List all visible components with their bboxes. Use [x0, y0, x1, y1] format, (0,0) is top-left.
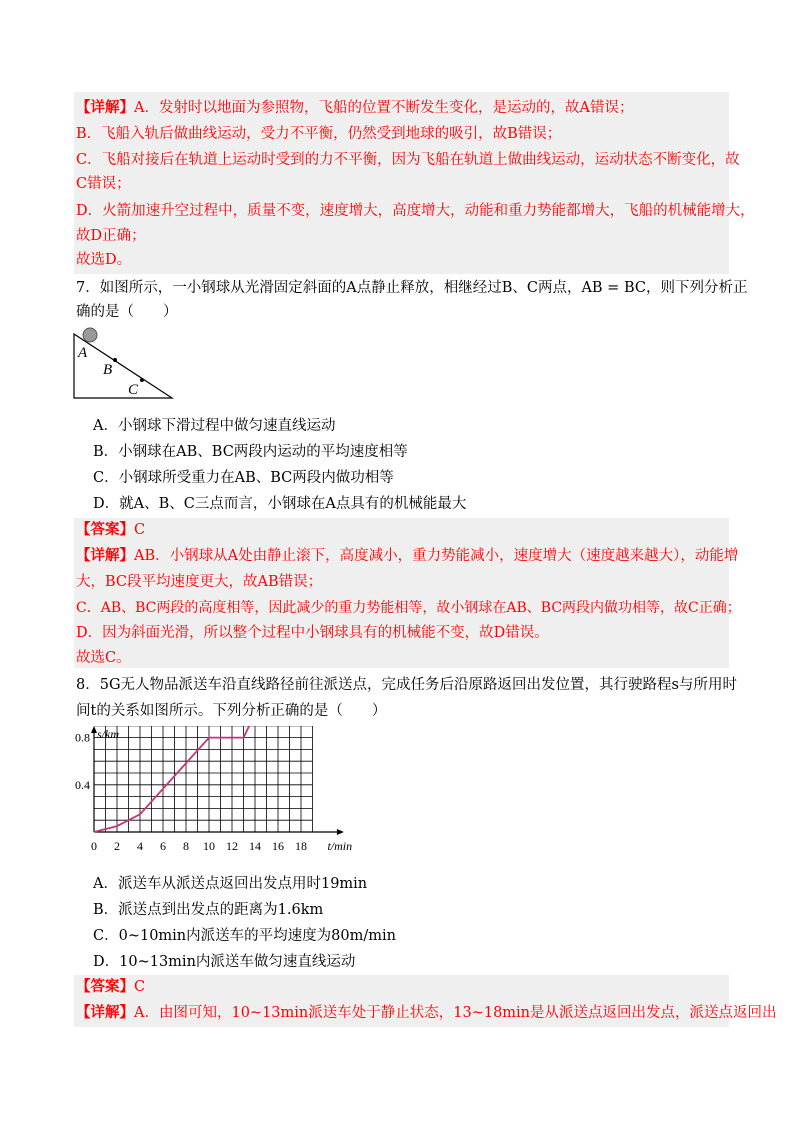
q8-option-b: B．派送点到出发点的距离为1.6km: [93, 902, 324, 918]
detail-label: 【详解】: [76, 99, 134, 116]
incline-triangle: [74, 334, 172, 398]
q6-detail-line-6: 故D正确；: [76, 228, 146, 244]
x-tick-label: 4: [137, 839, 143, 853]
point-B-label: B: [103, 362, 113, 378]
point-C-dot: [140, 378, 144, 382]
incline-figure: [70, 326, 180, 404]
q8-option-d: D．10~13min内派送车做匀速直线运动: [93, 954, 356, 970]
q8-stem-line-2: 间t的关系如图所示。下列分析正确的是（ ）: [76, 703, 387, 719]
x-tick-label: 2: [114, 839, 120, 853]
q7-detail-line-1: 【详解】AB．小钢球从A处由静止滚下，高度减小，重力势能减小，速度增大（速度越来越大），动能增: [76, 547, 739, 564]
y-tick-label: 0.8: [75, 730, 90, 745]
q6-detail-line-1: 【详解】A．发射时以地面为参照物，飞船的位置不断发生变化，是运动的，故A错误；: [76, 99, 634, 116]
x-tick-label: 10: [203, 839, 215, 853]
x-tick-label: 12: [226, 839, 238, 853]
x-tick-label: 14: [249, 839, 261, 853]
q7-answer-line: 【答案】C: [76, 521, 146, 538]
y-axis-label: s/km: [97, 727, 119, 741]
q6-detail-line-2: B．飞船入轨后做曲线运动，受力不平衡，仍然受到地球的吸引，故B错误；: [76, 126, 562, 142]
point-B-dot: [113, 358, 117, 362]
distance-time-chart: [70, 726, 360, 858]
q6-detail-line-5: D．火箭加速升空过程中，质量不变，速度增大，高度增大，动能和重力势能都增大，飞船的机械能增大，: [76, 203, 755, 219]
x-tick-label: 6: [160, 839, 166, 853]
x-tick-label: 18: [295, 839, 307, 853]
x-axis-label: t/min: [327, 839, 353, 853]
q7-detail-line-5: 故选C。: [76, 650, 131, 666]
q7-answer-value: C: [134, 522, 146, 538]
q8-answer-value: C: [134, 979, 146, 995]
q8-option-a: A．派送车从派送点返回出发点用时19min: [93, 876, 368, 892]
q7-detail-line-4: D．因为斜面光滑，所以整个过程中小钢球具有的机械能不变，故D错误。: [76, 625, 549, 641]
point-A-label: A: [78, 345, 88, 361]
x-tick-label: 16: [272, 839, 284, 853]
q7-stem-line-1: 7．如图所示，一小钢球从光滑固定斜面的A点静止释放，相继经过B、C两点，AB = BC，则下列分析正: [76, 280, 748, 296]
q8-option-c: C．0~10min内派送车的平均速度为80m/min: [93, 928, 396, 944]
q7-detail-line-2: 大，BC段平均速度更大，故AB错误；: [76, 574, 323, 590]
q7-stem-line-2: 确的是（ ）: [76, 304, 178, 320]
x-tick-label: 8: [183, 839, 189, 853]
q6-detail-line-7: 故选D。: [76, 252, 132, 268]
q8-answer-line: 【答案】C: [76, 978, 146, 995]
q7-option-c: C．小钢球所受重力在AB、BC两段内做功相等: [93, 470, 394, 486]
q6-detail-line-3: C．飞船对接后在轨道上运动时受到的力不平衡，因为飞船在轨道上做曲线运动，运动状态不断变化，故: [76, 152, 740, 168]
q6-detail-block: [74, 92, 729, 274]
q7-option-a: A．小钢球下滑过程中做匀速直线运动: [93, 418, 336, 434]
q7-detail-line-3: C．AB、BC两段的高度相等，因此减少的重力势能相等，故小钢球在AB、BC两段内做功相等，故C正确；: [76, 600, 741, 616]
x-tick-label: 0: [91, 839, 97, 853]
q7-answer-block: [74, 518, 729, 668]
y-tick-label: 0.4: [75, 777, 90, 792]
steel-ball: [83, 328, 97, 342]
x-axis-arrow: [337, 829, 344, 835]
distance-series-line: [94, 726, 313, 832]
q6-detail-line-4: C错误；: [76, 176, 131, 192]
q7-option-d: D．就A、B、C三点而言，小钢球在A点具有的机械能最大: [93, 496, 467, 512]
q8-stem-line-1: 8．5G无人物品派送车沿直线路径前往派送点，完成任务后沿原路返回出发位置，其行驶路程s与所用时: [76, 677, 737, 693]
q7-option-b: B．小钢球在AB、BC两段内运动的平均速度相等: [93, 444, 408, 460]
point-C-label: C: [128, 382, 139, 398]
q8-detail-line-1: 【详解】A．由图可知，10~13min派送车处于静止状态，13~18min是从派送点返回出发点，派送点返回出: [76, 1004, 777, 1021]
